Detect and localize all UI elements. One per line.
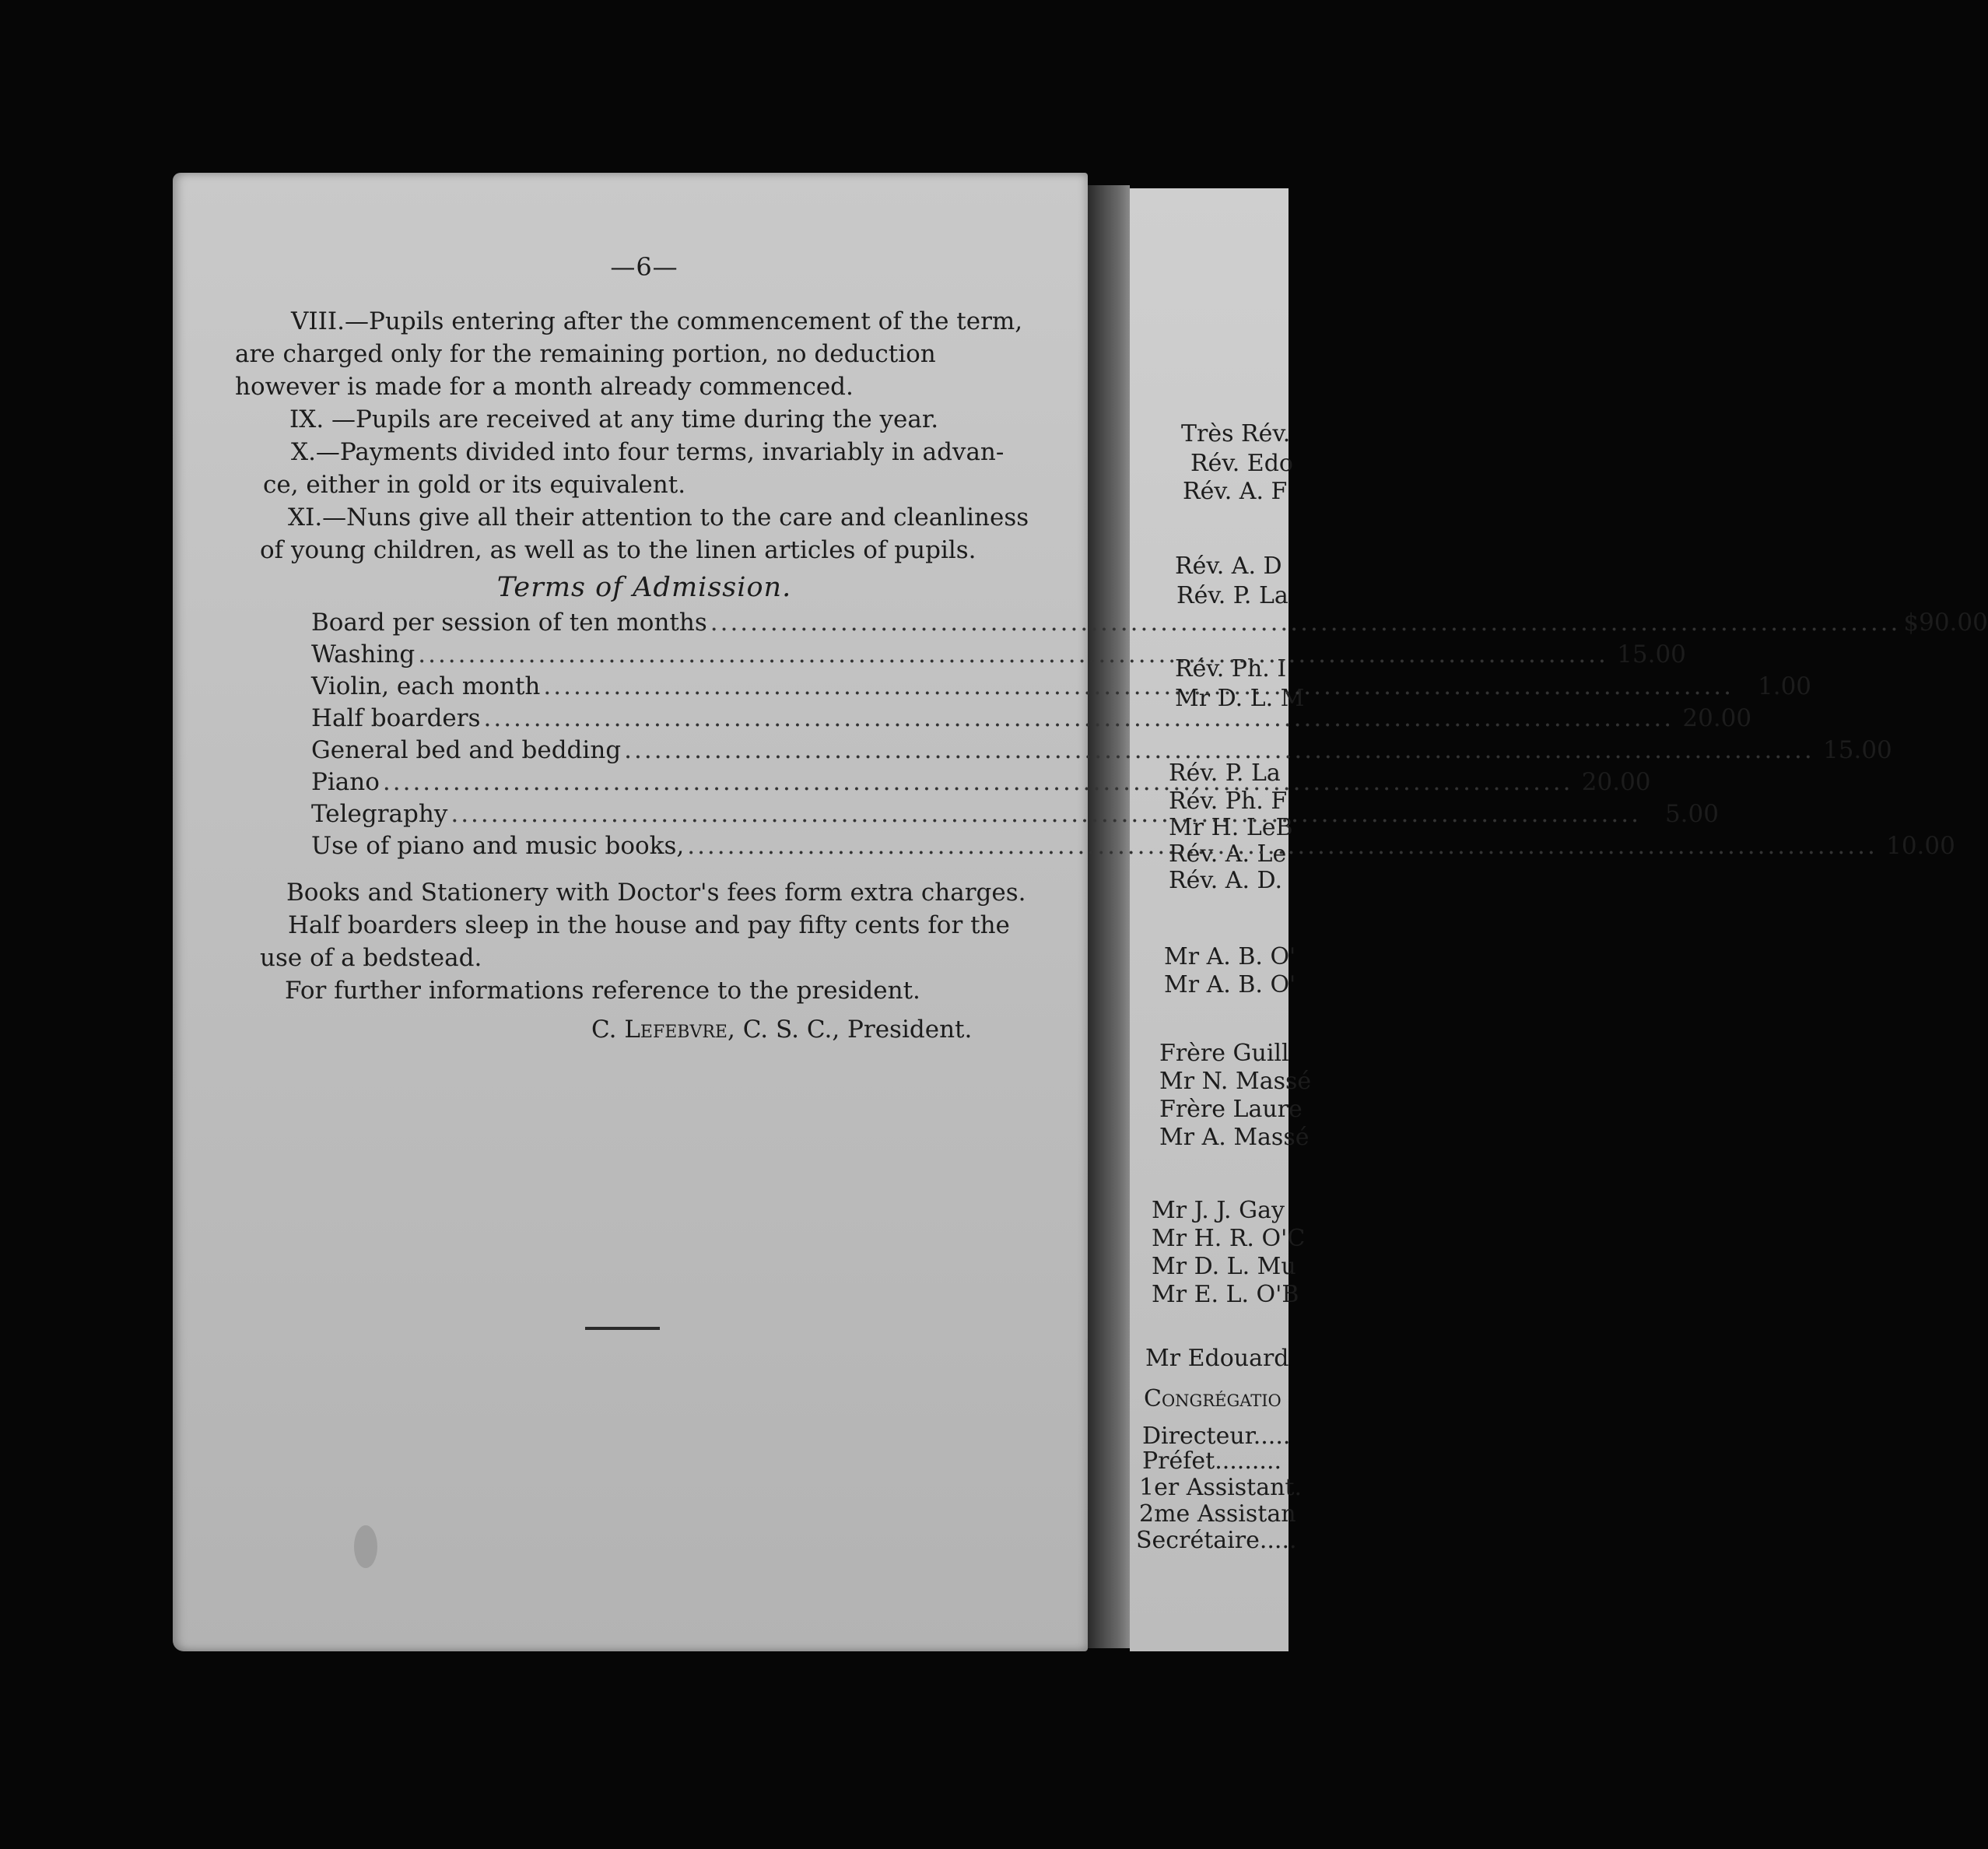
dot-leader: [451, 800, 1641, 828]
fee-row: [311, 736, 1892, 768]
signature-suffix: , C. S. C., President.: [727, 1016, 973, 1044]
note-half-boarders: [260, 909, 1010, 974]
dot-leader: [710, 609, 1901, 637]
right-page-line: Rév. Ph. F: [1169, 788, 1288, 815]
right-page-line: Mr H. R. O'C: [1152, 1225, 1306, 1252]
right-page-line: Mr A. Massé: [1159, 1124, 1310, 1151]
right-page-line: Rév. A. F: [1183, 478, 1288, 505]
dot-leader: [418, 640, 1608, 668]
paragraph-viii-line: however is made for a month already commenced.: [235, 373, 854, 401]
paragraph-xi: [260, 501, 1029, 567]
fee-row: [311, 704, 1752, 736]
fee-amount: 15.00: [1617, 640, 1686, 668]
dot-leader: [687, 832, 1878, 860]
fee-label: Violin, each month: [311, 672, 541, 700]
dot-leader: [624, 736, 1814, 764]
fee-amount: $90.00: [1903, 609, 1988, 637]
right-page-line: Rév. Edo: [1190, 450, 1293, 477]
paragraph-xi-line: of young children, as well as to the linen articles of pupils.: [260, 536, 976, 564]
note-half-boarders-line: Half boarders sleep in the house and pay fifty cents for the: [288, 911, 1010, 939]
dot-leader: [483, 704, 1674, 732]
right-page-line: 2me Assistan: [1139, 1500, 1296, 1528]
right-page-line: Mr Edouard: [1145, 1345, 1289, 1372]
right-page-line: Rév. P. La: [1176, 582, 1289, 609]
right-page-line: 1er Assistant.: [1139, 1474, 1303, 1501]
fee-label: Use of piano and music books,: [311, 832, 685, 860]
right-page-text: [1130, 188, 1312, 1651]
paragraph-viii-line: are charged only for the remaining portion, no deduction: [235, 340, 936, 368]
right-page-line: Très Rév.: [1181, 420, 1291, 447]
right-page-line: Congrégatio: [1144, 1385, 1282, 1412]
fee-label: Piano: [311, 768, 380, 796]
paragraph-viii-line: VIII.—Pupils entering after the commencement of the term,: [291, 307, 1023, 335]
fee-amount: 1.00: [1758, 672, 1812, 700]
dot-leader: [543, 672, 1734, 700]
fee-label: Telegraphy: [311, 800, 448, 828]
fee-label: General bed and bedding: [311, 736, 622, 764]
right-page-line: Préfet.........: [1142, 1447, 1282, 1475]
page-number: —6—: [610, 252, 678, 282]
paragraph-x-line: ce, either in gold or its equivalent.: [263, 471, 686, 499]
fee-row: [311, 609, 1988, 640]
paragraph-x-line: X.—Payments divided into four terms, invariably in advan-: [291, 438, 1005, 466]
right-page-line: Mr J. J. Gay: [1152, 1197, 1285, 1224]
paragraph-x: [263, 436, 1004, 501]
right-page-line: Mr N. Massé: [1159, 1068, 1312, 1095]
fee-amount: 20.00: [1682, 704, 1752, 732]
end-rule: [585, 1327, 660, 1330]
paragraph-ix-line: IX. —Pupils are received at any time during the year.: [289, 405, 939, 433]
terms-of-admission-heading: Terms of Admission.: [496, 572, 792, 603]
right-page-line: Secrétaire.....: [1136, 1527, 1297, 1554]
fee-amount: 10.00: [1886, 832, 1955, 860]
note-extra-charges: [286, 876, 1026, 909]
right-page-line: Mr A. B. O': [1164, 943, 1296, 970]
note-further-information: [285, 974, 920, 1007]
right-page-line: Mr H. LeB: [1169, 814, 1293, 841]
right-page-line: Rév. Ph. I: [1175, 655, 1287, 682]
right-page: [1130, 188, 1312, 1651]
fee-amount: 5.00: [1664, 800, 1719, 828]
right-page-line: Rév. P. La: [1169, 760, 1281, 787]
right-page-line: Directeur.....: [1142, 1423, 1291, 1450]
right-page-line: Mr E. L. O'B: [1152, 1281, 1299, 1308]
book-gutter: [1088, 185, 1130, 1648]
dot-leader: [383, 768, 1573, 796]
paragraph-ix: [289, 403, 938, 436]
right-page-line: Mr D. L. Mu: [1152, 1253, 1296, 1280]
page-smudge: [354, 1525, 377, 1568]
fee-label: Board per session of ten months: [311, 609, 707, 637]
right-page-line: Rév. A. Le: [1169, 840, 1287, 868]
signature-name: C. Lefebvre: [591, 1016, 728, 1044]
note-half-boarders-line: use of a bedstead.: [260, 944, 482, 972]
right-page-line: Frère Laure: [1159, 1096, 1303, 1123]
fee-amount: 15.00: [1823, 736, 1892, 764]
right-page-line: Rév. A. D: [1175, 553, 1282, 580]
note-further-line: For further informations reference to the president.: [285, 977, 920, 1005]
fee-label: Washing: [311, 640, 415, 668]
fee-amount: 20.00: [1581, 768, 1651, 796]
right-page-line: Frère Guill: [1159, 1040, 1289, 1067]
right-page-line: Mr D. L. M: [1175, 685, 1305, 712]
right-page-line: Mr A. B. O': [1164, 971, 1296, 998]
fee-label: Half boarders: [311, 704, 481, 732]
note-extra-line: Books and Stationery with Doctor's fees form extra charges.: [286, 879, 1026, 907]
right-page-line: Rév. A. D.: [1169, 867, 1283, 894]
signature: [591, 1016, 972, 1044]
paragraph-xi-line: XI.—Nuns give all their attention to the care and cleanliness: [288, 503, 1029, 532]
paragraph-viii: [235, 305, 1023, 403]
